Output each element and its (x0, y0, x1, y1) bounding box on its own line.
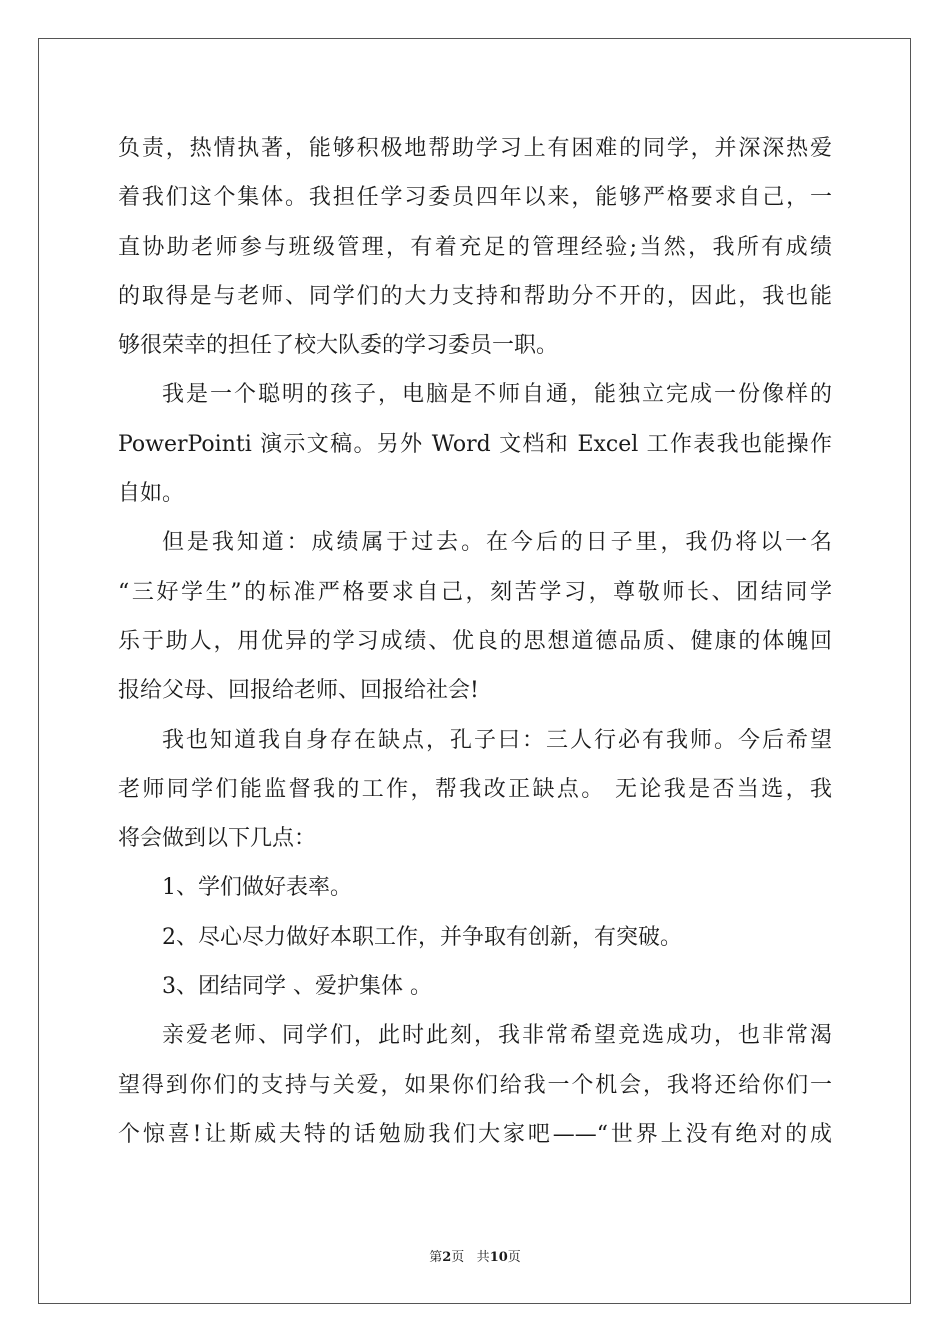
text-line: 报给父母、回报给老师、回报给社会! (118, 678, 479, 704)
document-body (118, 124, 832, 1159)
text-line: 直协助老师参与班级管理，有着充足的管理经验;当然，我所有成绩 (118, 234, 832, 260)
list-item: 1、学们做好表率。 (162, 875, 352, 901)
list-item: 3、团结同学 、爱护集体 。 (162, 974, 432, 1000)
text-line: 老师同学们能监督我的工作，帮我改正缺点。 无论我是否当选，我 (118, 776, 832, 802)
total-pages: 10 (489, 1250, 508, 1265)
text-line: 自如。 (118, 481, 185, 507)
text-line: 负责，热情执著，能够积极地帮助学习上有困难的同学，并深深热爱 (118, 136, 832, 161)
text-line: 个惊喜!让斯威夫特的话勉励我们大家吧——“世界上没有绝对的成 (118, 1121, 832, 1147)
page-suffix: 页 (451, 1250, 465, 1265)
list-item: 2、尽心尽力做好本职工作，并争取有创新，有突破。 (162, 924, 682, 950)
paragraph-start: 亲爱老师、同学们，此时此刻，我非常希望竞选成功，也非常渴 (162, 1023, 832, 1049)
text-line: 将会做到以下几点： (118, 826, 317, 852)
paragraph-start: 但是我知道：成绩属于过去。在今后的日子里，我仍将以一名 (162, 530, 832, 556)
paragraph-start: 我也知道我自身存在缺点，孔子曰：三人行必有我师。今后希望 (162, 727, 832, 753)
text-line: 望得到你们的支持与关爱，如果你们给我一个机会，我将还给你们一 (118, 1072, 832, 1098)
page-footer (0, 1246, 950, 1265)
paragraph-start: 我是一个聪明的孩子，电脑是不师自通，能独立完成一份像样的 (162, 382, 832, 408)
text-line: 乐于助人，用优异的学习成绩、优良的思想道德品质、健康的体魄回 (118, 628, 832, 654)
text-line: 的取得是与老师、同学们的大力支持和帮助分不开的，因此，我也能 (118, 283, 832, 309)
text-line: 够很荣幸的担任了校大队委的学习委员一职。 (118, 333, 559, 359)
text-line: “三好学生”的标准严格要求自己，刻苦学习，尊敬师长、团结同学 (118, 579, 832, 605)
page-prefix: 第 (429, 1250, 443, 1265)
total-prefix: 共 (476, 1250, 490, 1265)
text-line: 着我们这个集体。我担任学习委员四年以来，能够严格要求自己，一 (118, 185, 832, 211)
text-line: PowerPointi 演示文稿。另外 Word 文档和 Excel 工作表我也能操作 (118, 431, 832, 457)
page-number: 2 (442, 1250, 452, 1265)
total-suffix: 页 (507, 1250, 521, 1265)
